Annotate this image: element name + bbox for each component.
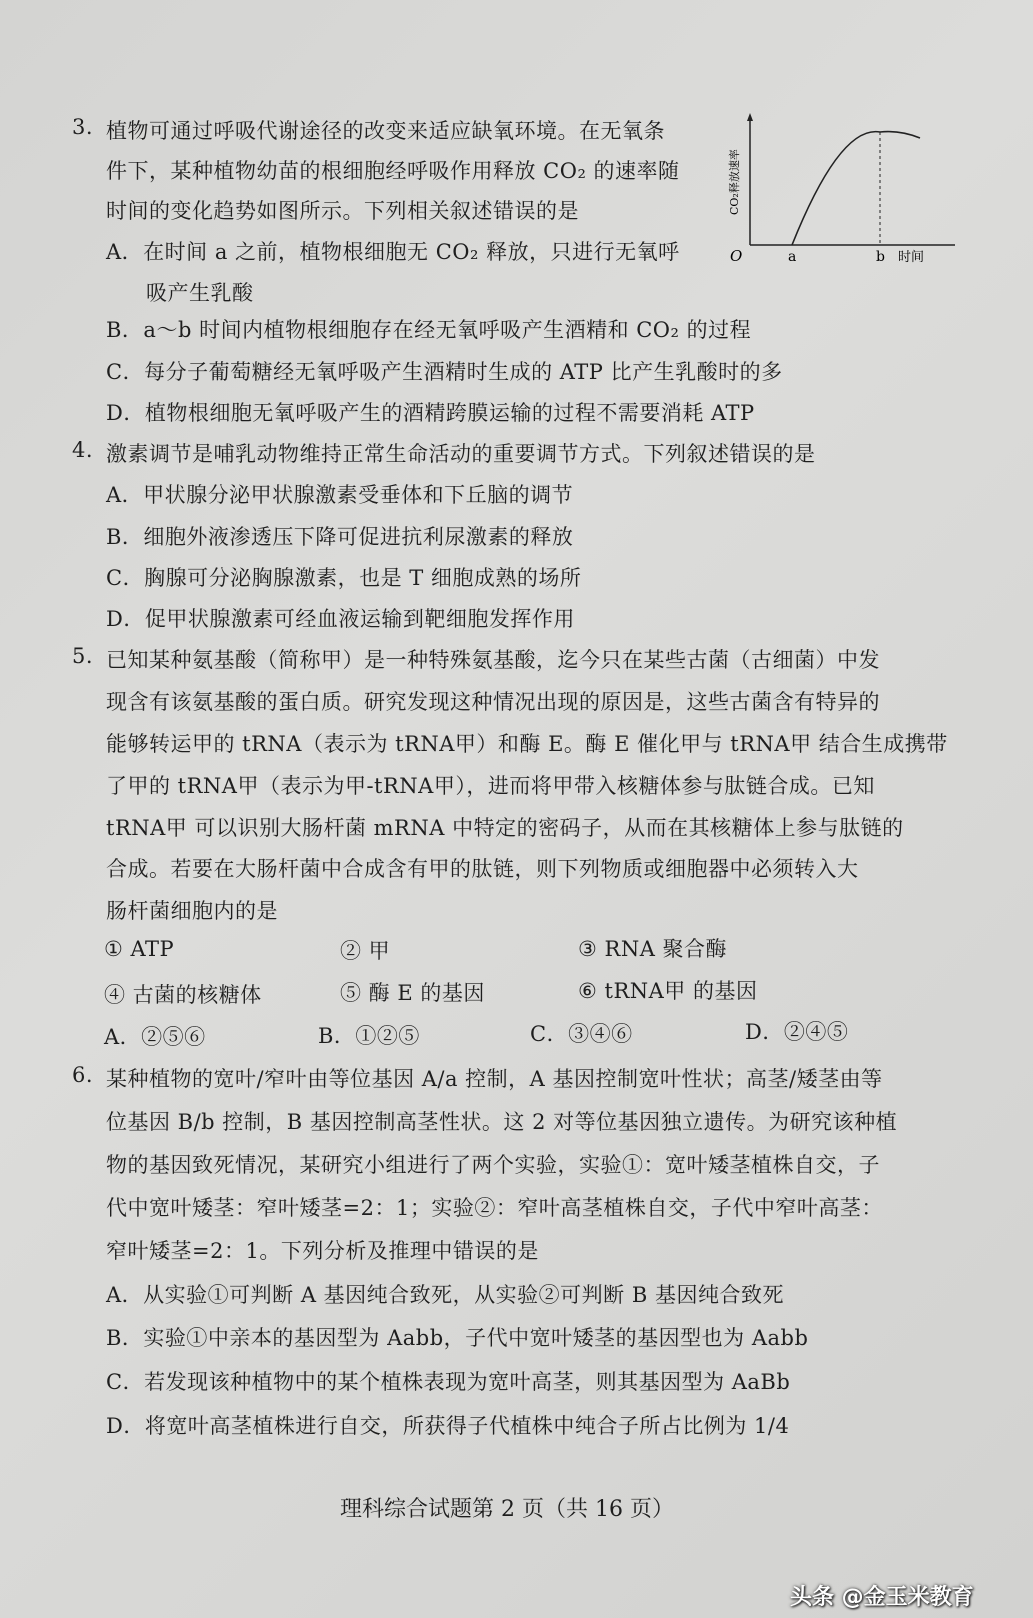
question-number: 6. [72, 1063, 94, 1087]
question-text: 植物可通过呼吸代谢途径的改变来适应缺氧环境。在无氧条 [106, 119, 665, 143]
question-text: 已知某种氨基酸（简称甲）是一种特殊氨基酸，迄今只在某些古菌（古细菌）中发 [106, 648, 880, 672]
question-text: 时间的变化趋势如图所示。下列相关叙述错误的是 [106, 199, 579, 223]
question-text: 位基因 B/b 控制，B 基因控制高茎性状。这 2 对等位基因独立遗传。为研究该种植 [106, 1110, 898, 1134]
option-b: B．细胞外液渗透压下降可促进抗利尿激素的释放 [106, 525, 574, 549]
question-text: 物的基因致死情况，某研究小组进行了两个实验，实验①：宽叶矮茎植株自交，子 [106, 1153, 880, 1177]
option-a: A．甲状腺分泌甲状腺激素受垂体和下丘脑的调节 [106, 483, 574, 507]
question-text: 现含有该氨基酸的蛋白质。研究发现这种情况出现的原因是，这些古菌含有特异的 [106, 690, 880, 714]
option-d: D．促甲状腺激素可经血液运输到靶细胞发挥作用 [106, 607, 575, 631]
question-number: 3. [72, 115, 94, 139]
question-number: 5. [72, 644, 94, 668]
option-b: B．a～b 时间内植物根细胞存在经无氧呼吸产生酒精和 CO₂ 的过程 [106, 318, 752, 342]
y-axis-label: CO₂释放速率 [728, 149, 741, 215]
question-text: 能够转运甲的 tRNA（表示为 tRNA甲）和酶 E。酶 E 催化甲与 tRNA甲 结合生成携带 [106, 732, 948, 756]
watermark: 头条 @金玉米教育 [790, 1585, 974, 1610]
question-text: 代中宽叶矮茎：窄叶矮茎=2：1；实验②：窄叶高茎植株自交，子代中窄叶高茎： [106, 1196, 883, 1220]
b-label: b [876, 249, 885, 265]
question-text: tRNA甲 可以识别大肠杆菌 mRNA 中特定的密码子，从而在其核糖体上参与肽链的 [106, 816, 904, 840]
co2-rate-graph [730, 105, 960, 265]
page-footer: 理科综合试题第 2 页（共 16 页） [340, 1497, 674, 1522]
item-3: ③ RNA 聚合酶 [578, 937, 728, 961]
origin-label: O [730, 247, 743, 265]
item-5: ⑤ 酶 E 的基因 [340, 981, 485, 1005]
option-b: B．实验①中亲本的基因型为 Aabb，子代中宽叶矮茎的基因型也为 Aabb [106, 1326, 809, 1350]
option-a: A．在时间 a 之前，植物根细胞无 CO₂ 释放，只进行无氧呼 [106, 240, 680, 264]
option-a: A．②⑤⑥ [104, 1025, 206, 1049]
question-text: 某种植物的宽叶/窄叶由等位基因 A/a 控制，A 基因控制宽叶性状；高茎/矮茎由等 [106, 1067, 883, 1091]
rate-curve [792, 132, 920, 245]
question-text: 肠杆菌细胞内的是 [106, 899, 278, 923]
option-c: C．胸腺可分泌胸腺激素，也是 T 细胞成熟的场所 [106, 566, 582, 590]
question-text: 合成。若要在大肠杆菌中合成含有甲的肽链，则下列物质或细胞器中必须转入大 [106, 857, 859, 881]
question-number: 4. [72, 438, 94, 462]
option-c: C．若发现该种植物中的某个植株表现为宽叶高茎，则其基因型为 AaBb [106, 1370, 791, 1394]
item-1: ① ATP [104, 937, 175, 961]
question-text: 激素调节是哺乳动物维持正常生命活动的重要调节方式。下列叙述错误的是 [106, 442, 816, 466]
question-text: 窄叶矮茎=2：1。下列分析及推理中错误的是 [106, 1239, 539, 1263]
y-axis-arrow [747, 113, 753, 121]
option-b: B．①②⑤ [318, 1024, 420, 1048]
x-axis-label: 时间 [898, 250, 925, 265]
option-a: A．从实验①可判断 A 基因纯合致死，从实验②可判断 B 基因纯合致死 [106, 1283, 784, 1307]
item-2: ② 甲 [340, 939, 391, 963]
option-c: C．每分子葡萄糖经无氧呼吸产生酒精时生成的 ATP 比产生乳酸时的多 [106, 360, 783, 384]
option-d: D．②④⑤ [745, 1020, 849, 1044]
a-label: a [788, 249, 797, 265]
question-text: 了甲的 tRNA甲（表示为甲-tRNA甲），进而将甲带入核糖体参与肽链合成。已知 [106, 774, 875, 798]
item-4: ④ 古菌的核糖体 [104, 983, 262, 1007]
option-a-cont: 吸产生乳酸 [146, 281, 254, 305]
item-6: ⑥ tRNA甲 的基因 [578, 979, 758, 1003]
option-d: D．将宽叶高茎植株进行自交，所获得子代植株中纯合子所占比例为 1/4 [106, 1414, 790, 1438]
option-d: D．植物根细胞无氧呼吸产生的酒精跨膜运输的过程不需要消耗 ATP [106, 401, 755, 425]
option-c: C．③④⑥ [530, 1022, 633, 1046]
question-text: 件下，某种植物幼苗的根细胞经呼吸作用释放 CO₂ 的速率随 [106, 159, 680, 183]
